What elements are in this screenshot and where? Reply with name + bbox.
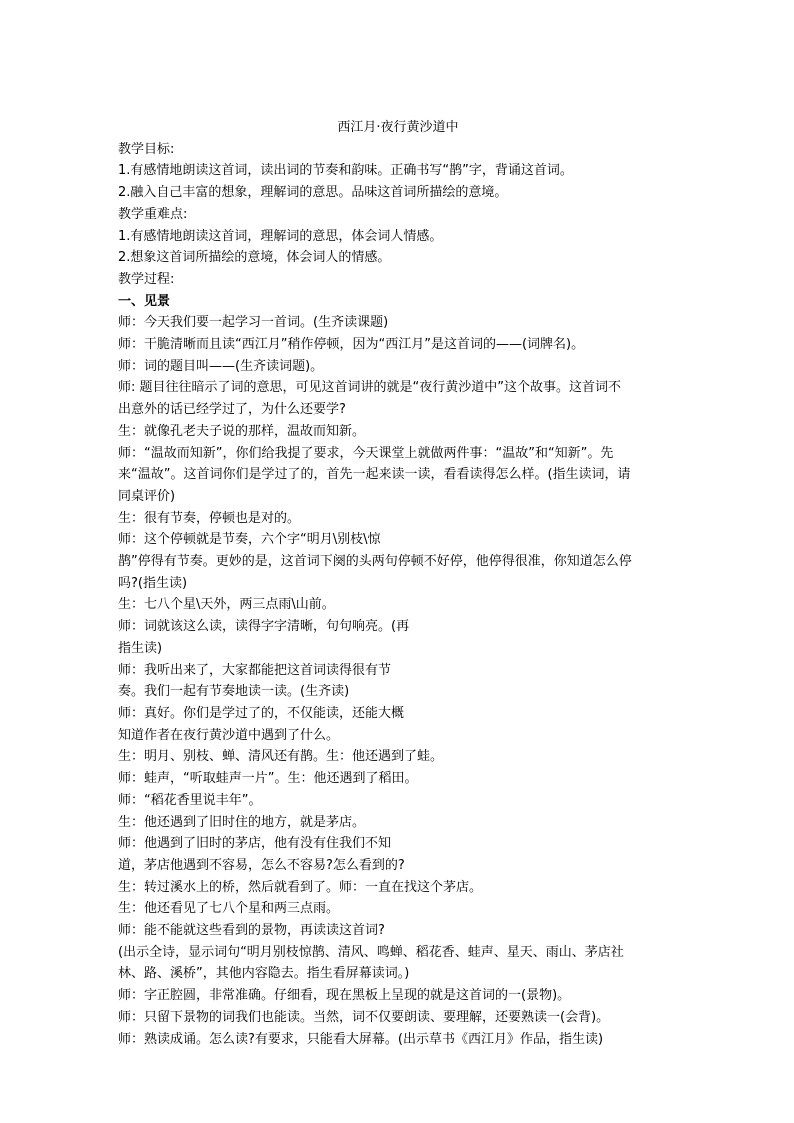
dialogue-line: 师：词就该这么读，读得字字清晰，句句响亮。(再 xyxy=(118,619,410,635)
dialogue-line: 生：他还看见了七八个星和两三点雨。 xyxy=(118,901,340,917)
dialogue-body xyxy=(118,312,678,1050)
dialogue-line: 师：今天我们要一起学习一首词。(生齐读课题) xyxy=(118,315,389,331)
dialogue-line: 鹊”停得有节奏。更妙的是，这首词下阕的头两句停顿不好停，他停得很准，你知道怎么停 xyxy=(118,554,632,570)
dialogue-line: 道，茅店他遇到不容易，怎么不容易?怎么看到的? xyxy=(118,857,405,873)
goal-item: 2.融入自己丰富的想象，理解词的意思。品味这首词所描绘的意境。 xyxy=(118,185,508,201)
dialogue-line: 师: 题目往往暗示了词的意思，可见这首词讲的就是“夜行黄沙道中”这个故事。这首词不 xyxy=(118,380,621,396)
dialogue-line: 师：字正腔圆，非常准确。仔细看，现在黑板上呈现的就是这首词的一(景物)。 xyxy=(118,988,571,1004)
dialogue-line: 吗?(指生读) xyxy=(118,575,188,591)
dialogue-line: 师：词的题目叫——(生齐读词题)。 xyxy=(118,358,324,374)
dialogue-line: 师：蛙声，“听取蛙声一片”。生：他还遇到了稻田。 xyxy=(118,771,418,787)
dialogue-line: 知道作者在夜行黄沙道中遇到了什么。 xyxy=(118,727,340,743)
dialogue-line: 师：能不能就这些看到的景物，再读读这首词? xyxy=(118,923,385,939)
document-title: 西江月·夜行黄沙道中 xyxy=(337,120,459,135)
dialogue-line: 师：干脆清晰而且读“西江月”稍作停顿，因为“西江月”是这首词的——(词牌名)。 xyxy=(118,337,585,353)
process-heading: 教学过程: xyxy=(118,271,175,287)
key-points-heading: 教学重难点: xyxy=(118,206,188,222)
dialogue-line: 师：真好。你们是学过了的，不仅能读，还能大概 xyxy=(118,705,405,721)
key-point-item: 1.有感情地朗读这首词，理解词的意思，体会词人情感。 xyxy=(118,228,443,244)
goals-heading: 教学目标: xyxy=(118,141,175,157)
dialogue-line: 出意外的话已经学过了，为什么还要学? xyxy=(118,402,346,418)
dialogue-line: 师：我听出来了，大家都能把这首词读得很有节 xyxy=(118,662,392,678)
dialogue-line: 生：他还遇到了旧时住的地方，就是茅店。 xyxy=(118,814,366,830)
dialogue-line: 指生读) xyxy=(118,640,163,656)
dialogue-line: 师：这个停顿就是节奏，六个字“明月\别枝\惊 xyxy=(118,532,381,548)
dialogue-line: 师：“稻花香里说丰年”。 xyxy=(118,792,262,808)
dialogue-line: 生：转过溪水上的桥，然后就看到了。师：一直在找这个茅店。 xyxy=(118,879,483,895)
dialogue-line: 师：只留下景物的词我们也能读。当然，词不仅要朗读、要理解，还要熟读一(会背)。 xyxy=(118,1009,610,1025)
dialogue-line: 师：熟读成诵。怎么读?有要求，只能看大屏幕。(出示草书《西江月》作品，指生读) xyxy=(118,1031,604,1047)
dialogue-line: 林、路、溪桥”，其他内容隐去。指生看屏幕读词。) xyxy=(118,966,410,982)
dialogue-line: 生：七八个星\天外，两三点雨\山前。 xyxy=(118,597,335,613)
dialogue-line: 生：就像孔老夫子说的那样，温故而知新。 xyxy=(118,423,366,439)
dialogue-line: 师：“温故而知新”，你们给我提了要求，今天课堂上就做两件事：“温故”和“知新”。先 xyxy=(118,445,614,461)
key-point-item: 2.想象这首词所描绘的意境，体会词人的情感。 xyxy=(118,250,391,266)
goal-item: 1.有感情地朗读这首词，读出词的节奏和韵味。正确书写“鹊”字，背诵这首词。 xyxy=(118,163,573,179)
dialogue-line: 生：很有节奏，停顿也是对的。 xyxy=(118,510,301,526)
dialogue-line: (出示全诗，显示词句“明月别枝惊鹊、清风、鸣蝉、稻花香、蛙声、星天、雨山、茅店社 xyxy=(118,944,624,960)
dialogue-line: 同桌评价) xyxy=(118,488,176,504)
section-one-heading: 一、见景 xyxy=(118,293,171,309)
dialogue-line: 师：他遇到了旧时的茅店，他有没有住我们不知 xyxy=(118,836,392,852)
dialogue-line: 生：明月、别枝、蝉、清风还有鹊。生：他还遇到了蛙。 xyxy=(118,749,444,765)
dialogue-line: 来“温故”。这首词你们是学过了的，首先一起来读一读，看看读得怎么样。(指生读词，请 xyxy=(118,467,631,483)
lesson-plan-document xyxy=(118,117,678,1050)
dialogue-line: 奏。我们一起有节奏地读一读。(生齐读) xyxy=(118,684,350,700)
